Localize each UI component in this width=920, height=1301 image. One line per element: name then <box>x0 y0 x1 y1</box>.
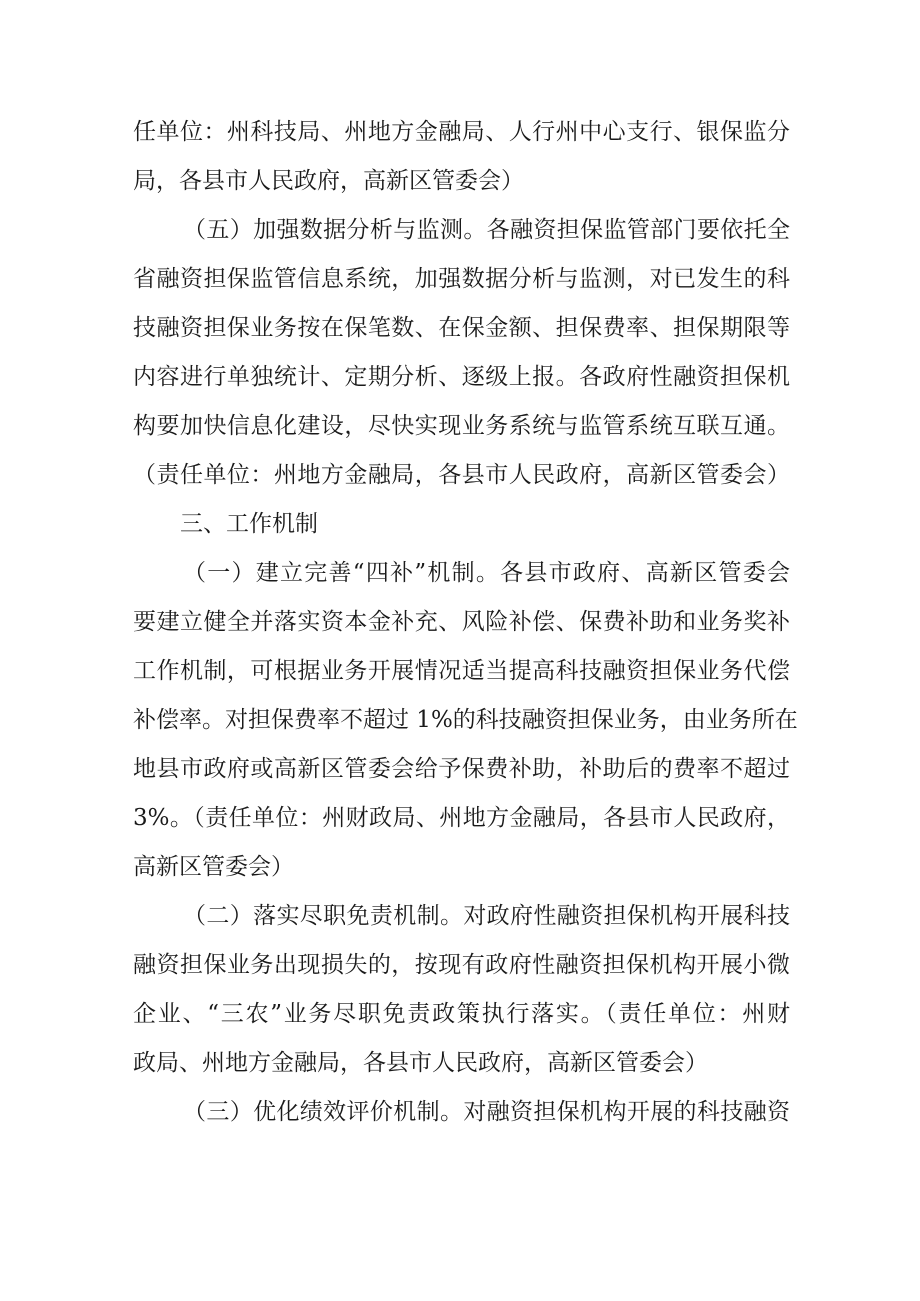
section-heading: 三、工作机制 <box>180 511 318 537</box>
body-text-line: 局，各县市人民政府，高新区管委会） <box>133 168 524 194</box>
body-text-line: 地县市政府或高新区管委会给予保费补助，补助后的费率不超过 <box>133 756 790 782</box>
body-text-line: 政局、州地方金融局，各县市人民政府，高新区管委会） <box>133 1050 708 1076</box>
paragraph-first-line: （三）优化绩效评价机制。对融资担保机构开展的科技融资 <box>183 1099 790 1125</box>
body-text-line: 高新区管委会） <box>133 854 294 880</box>
body-text-line: 任单位：州科技局、州地方金融局、人行州中心支行、银保监分 <box>133 119 790 145</box>
body-text-line: 补偿率。对担保费率不超过 1%的科技融资担保业务，由业务所在 <box>133 707 798 733</box>
body-text-line: 工作机制，可根据业务开展情况适当提高科技融资担保业务代偿 <box>133 658 790 684</box>
paragraph-first-line: （五）加强数据分析与监测。各融资担保监管部门要依托全 <box>183 217 790 243</box>
body-text-line: 构要加快信息化建设，尽快实现业务系统与监管系统互联互通。 <box>133 413 790 439</box>
body-text-line: 3%。（责任单位：州财政局、州地方金融局，各县市人民政府， <box>133 805 790 831</box>
body-text-line: 技融资担保业务按在保笔数、在保金额、担保费率、担保期限等 <box>133 315 790 341</box>
body-text-line: 省融资担保监管信息系统，加强数据分析与监测，对已发生的科 <box>133 266 790 292</box>
body-text-line: 企业、“三农”业务尽职免责政策执行落实。（责任单位：州财 <box>133 1001 790 1027</box>
body-text-line: 内容进行单独统计、定期分析、逐级上报。各政府性融资担保机 <box>133 364 790 390</box>
body-text-line: 要建立健全并落实资本金补充、风险补偿、保费补助和业务奖补 <box>133 609 790 635</box>
body-text-line: （责任单位：州地方金融局，各县市人民政府，高新区管委会） <box>133 462 790 488</box>
paragraph-first-line: （一）建立完善“四补”机制。各县市政府、高新区管委会 <box>183 560 790 586</box>
paragraph-first-line: （二）落实尽职免责机制。对政府性融资担保机构开展科技 <box>183 903 790 929</box>
body-text-line: 融资担保业务出现损失的，按现有政府性融资担保机构开展小微 <box>133 952 790 978</box>
